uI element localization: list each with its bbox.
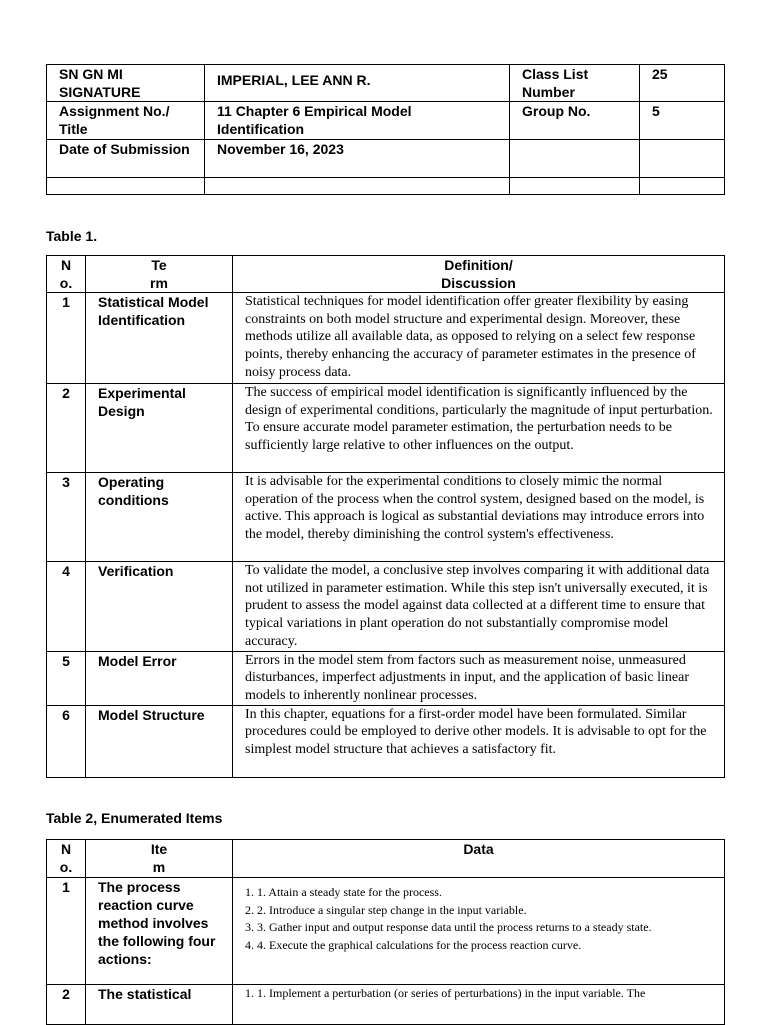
row-term: Statistical Model Identification (86, 293, 233, 384)
assignment-label: Assignment No./ Title (47, 102, 205, 140)
row-item: The process reaction curve method involves the following four actions: (86, 878, 233, 985)
group-value: 5 (640, 102, 725, 140)
row-number: 1 (47, 878, 86, 985)
header-item: Ite m (86, 840, 233, 878)
header-data: Data (233, 840, 725, 878)
empty-cell (640, 140, 725, 178)
header-table (46, 64, 725, 195)
row-number: 2 (47, 985, 86, 1025)
date-value: November 16, 2023 (205, 140, 510, 178)
row-definition: Statistical techniques for model identification offer greater flexibility by easing constraints on both model structure and experimental design. Moreover, these methods utilize all available data, as opposed to relying on a select few response points, thereby enhancing the accuracy of parameter estimates in the presence of noisy process data. (233, 293, 725, 384)
table-row (47, 473, 725, 562)
table-row (47, 705, 725, 777)
table1-caption: Table 1. (46, 228, 98, 244)
row-number: 6 (47, 705, 86, 777)
row-term: Model Structure (86, 705, 233, 777)
empty-cell (510, 140, 640, 178)
empty-cell (205, 178, 510, 195)
table2-caption: Table 2, Enumerated Items (46, 810, 223, 826)
student-name: IMPERIAL, LEE ANN R. (205, 65, 510, 102)
step-item: 1. 1. Implement a perturbation (or series of perturbations) in the input variable. The (245, 986, 646, 1000)
assignment-value: 11 Chapter 6 Empirical Model Identification (205, 102, 510, 140)
date-label: Date of Submission (47, 140, 205, 178)
class-list-value: 25 (640, 65, 725, 102)
table-row (47, 878, 725, 985)
row-definition: In this chapter, equations for a first-order model have been formulated. Similar procedures could be employed to derive other models. It is advisable to opt for the simplest model structure that achieves a satisfactory fit. (233, 705, 725, 777)
row-number: 2 (47, 384, 86, 473)
enumerated-items-table (46, 839, 725, 1025)
step-item: 2. 2. Introduce a singular step change in the input variable. (245, 902, 527, 917)
step-item: 3. 3. Gather input and output response data until the process returns to a steady state. (245, 920, 652, 935)
table-row (47, 384, 725, 473)
row-number: 3 (47, 473, 86, 562)
row-term: Model Error (86, 651, 233, 705)
header-term: Te rm (86, 256, 233, 293)
step-item: 4. 4. Execute the graphical calculations for the process reaction curve. (245, 937, 582, 952)
row-definition: To validate the model, a conclusive step involves comparing it with additional data not utilized in parameter estimation. While this step isn't universally executed, it is prudent to assess the model against data collected at a different time to ensure that typical variations in plant operation do not substantially compromise model accuracy. (233, 562, 725, 652)
row-steps (233, 985, 725, 1025)
row-term: Experimental Design (86, 384, 233, 473)
row-definition: The success of empirical model identification is significantly influenced by the design of experimental conditions, particularly the magnitude of input perturbation. To ensure accurate model parameter estimation, the perturbation needs to be sufficiently large relative to other influences on the output. (233, 384, 725, 473)
row-term: Operating conditions (86, 473, 233, 562)
step-item: 1. 1. Attain a steady state for the process. (245, 885, 442, 899)
table-row (47, 562, 725, 652)
row-item: The statistical (86, 985, 233, 1025)
table-row (47, 293, 725, 384)
empty-cell (47, 178, 205, 195)
row-number: 4 (47, 562, 86, 652)
empty-cell (510, 178, 640, 195)
signature-label: SN GN MI SIGNATURE (47, 65, 205, 102)
row-number: 1 (47, 293, 86, 384)
class-list-label: Class List Number (510, 65, 640, 102)
row-term: Verification (86, 562, 233, 652)
header-no: N o. (47, 840, 86, 878)
header-no: N o. (47, 256, 86, 293)
row-definition: Errors in the model stem from factors such as measurement noise, unmeasured disturbances, imperfect adjustments in input, and the application of basic linear models to inherently nonlinear processes. (233, 651, 725, 705)
definitions-table (46, 255, 725, 778)
row-definition: It is advisable for the experimental conditions to closely mimic the normal operation of the process when the control system, designed based on the model, is active. This approach is logical as substantial deviations may introduce errors into the model, thereby diminishing the control system's effectiveness. (233, 473, 725, 562)
empty-cell (640, 178, 725, 195)
row-steps (233, 878, 725, 985)
group-label: Group No. (510, 102, 640, 140)
header-definition: Definition/ Discussion (233, 256, 725, 293)
table-row (47, 651, 725, 705)
table-row (47, 985, 725, 1025)
row-number: 5 (47, 651, 86, 705)
